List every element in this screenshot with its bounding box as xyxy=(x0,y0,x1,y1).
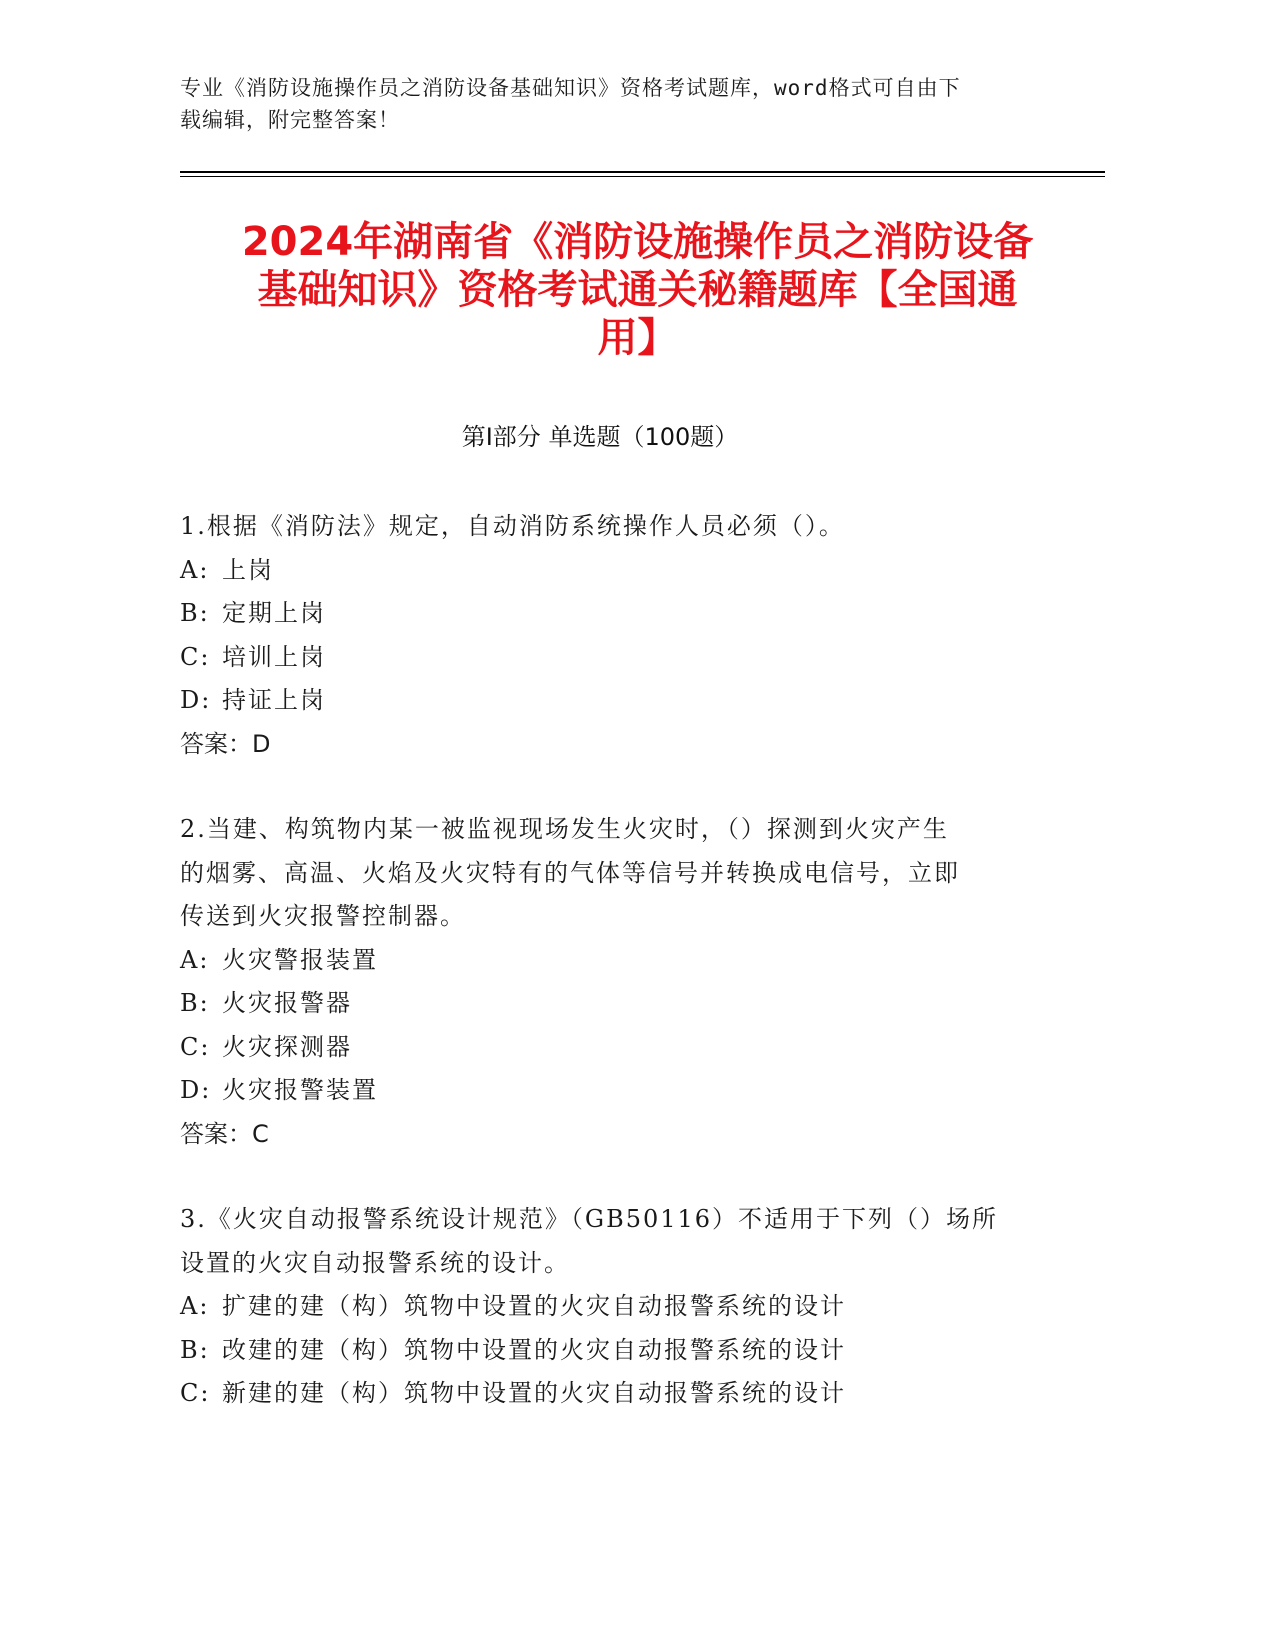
option-letter: B: xyxy=(180,1335,210,1364)
question-stem-line: 2.当建、构筑物内某一被监视现场发生火灾时，（）探测到火灾产生 xyxy=(180,815,949,843)
section-heading: 第Ⅰ部分 单选题（100题） xyxy=(461,423,739,451)
title-line-1: 2024年湖南省《消防设施操作员之消防设备 xyxy=(241,219,1034,265)
option-a xyxy=(180,939,1050,983)
question-1 xyxy=(180,505,1050,766)
header-note-line-2: 载编辑，附完整答案！ xyxy=(180,108,400,132)
question-stem xyxy=(180,808,1050,939)
header-note xyxy=(180,72,1040,136)
option-letter: A: xyxy=(180,555,210,584)
option-a xyxy=(180,549,1050,593)
question-stem xyxy=(180,505,1050,549)
question-3 xyxy=(180,1198,1050,1416)
option-d xyxy=(180,679,1050,723)
answer-line: 答案：C xyxy=(180,1119,269,1148)
answer-line: 答案：D xyxy=(180,729,271,758)
option-text: 火灾警报装置 xyxy=(222,945,378,974)
question-list xyxy=(180,505,1050,1458)
question-stem xyxy=(180,1198,1050,1285)
header-divider-thin xyxy=(180,176,1105,177)
title-line-2: 基础知识》资格考试通关秘籍题库【全国通 xyxy=(257,267,1018,313)
option-b xyxy=(180,1329,1050,1373)
option-letter: C: xyxy=(180,1379,211,1407)
option-letter: B: xyxy=(180,989,210,1017)
document-title xyxy=(160,218,1115,362)
header-divider-thick xyxy=(180,171,1105,173)
question-2 xyxy=(180,808,1050,1156)
option-a xyxy=(180,1285,1050,1329)
option-letter: C: xyxy=(180,1032,211,1061)
option-letter: A: xyxy=(180,1292,210,1320)
option-b xyxy=(180,982,1050,1026)
question-stem-line: 传送到火灾报警控制器。 xyxy=(180,902,466,930)
option-text: 新建的建（构）筑物中设置的火灾自动报警系统的设计 xyxy=(222,1379,846,1407)
option-c xyxy=(180,636,1050,680)
question-stem-line: 的烟雾、高温、火焰及火灾特有的气体等信号并转换成电信号，立即 xyxy=(180,858,960,887)
option-text: 培训上岗 xyxy=(222,642,326,671)
option-letter: B: xyxy=(180,599,210,627)
option-text: 持证上岗 xyxy=(222,686,326,714)
option-text: 火灾报警装置 xyxy=(222,1076,378,1104)
option-text: 火灾探测器 xyxy=(222,1032,352,1061)
option-c xyxy=(180,1026,1050,1070)
option-text: 改建的建（构）筑物中设置的火灾自动报警系统的设计 xyxy=(222,1335,846,1364)
option-text: 扩建的建（构）筑物中设置的火灾自动报警系统的设计 xyxy=(222,1292,846,1320)
option-letter: A: xyxy=(180,945,210,974)
option-text: 定期上岗 xyxy=(222,599,326,627)
question-stem-line: 1.根据《消防法》规定，自动消防系统操作人员必须（）。 xyxy=(180,512,845,540)
option-letter: D: xyxy=(180,686,212,714)
option-text: 火灾报警器 xyxy=(222,989,352,1017)
option-b xyxy=(180,592,1050,636)
option-letter: D: xyxy=(180,1076,212,1104)
option-d xyxy=(180,1069,1050,1113)
header-note-line-1: 专业《消防设施操作员之消防设备基础知识》资格考试题库，word格式可自由下 xyxy=(180,76,961,100)
title-line-3: 用】 xyxy=(597,315,678,361)
option-c xyxy=(180,1372,1050,1416)
question-stem-line: 3.《火灾自动报警系统设计规范》（GB50116）不适用于下列（）场所 xyxy=(180,1205,999,1233)
option-text: 上岗 xyxy=(222,555,274,584)
option-letter: C: xyxy=(180,642,211,671)
question-stem-line: 设置的火灾自动报警系统的设计。 xyxy=(180,1248,570,1277)
